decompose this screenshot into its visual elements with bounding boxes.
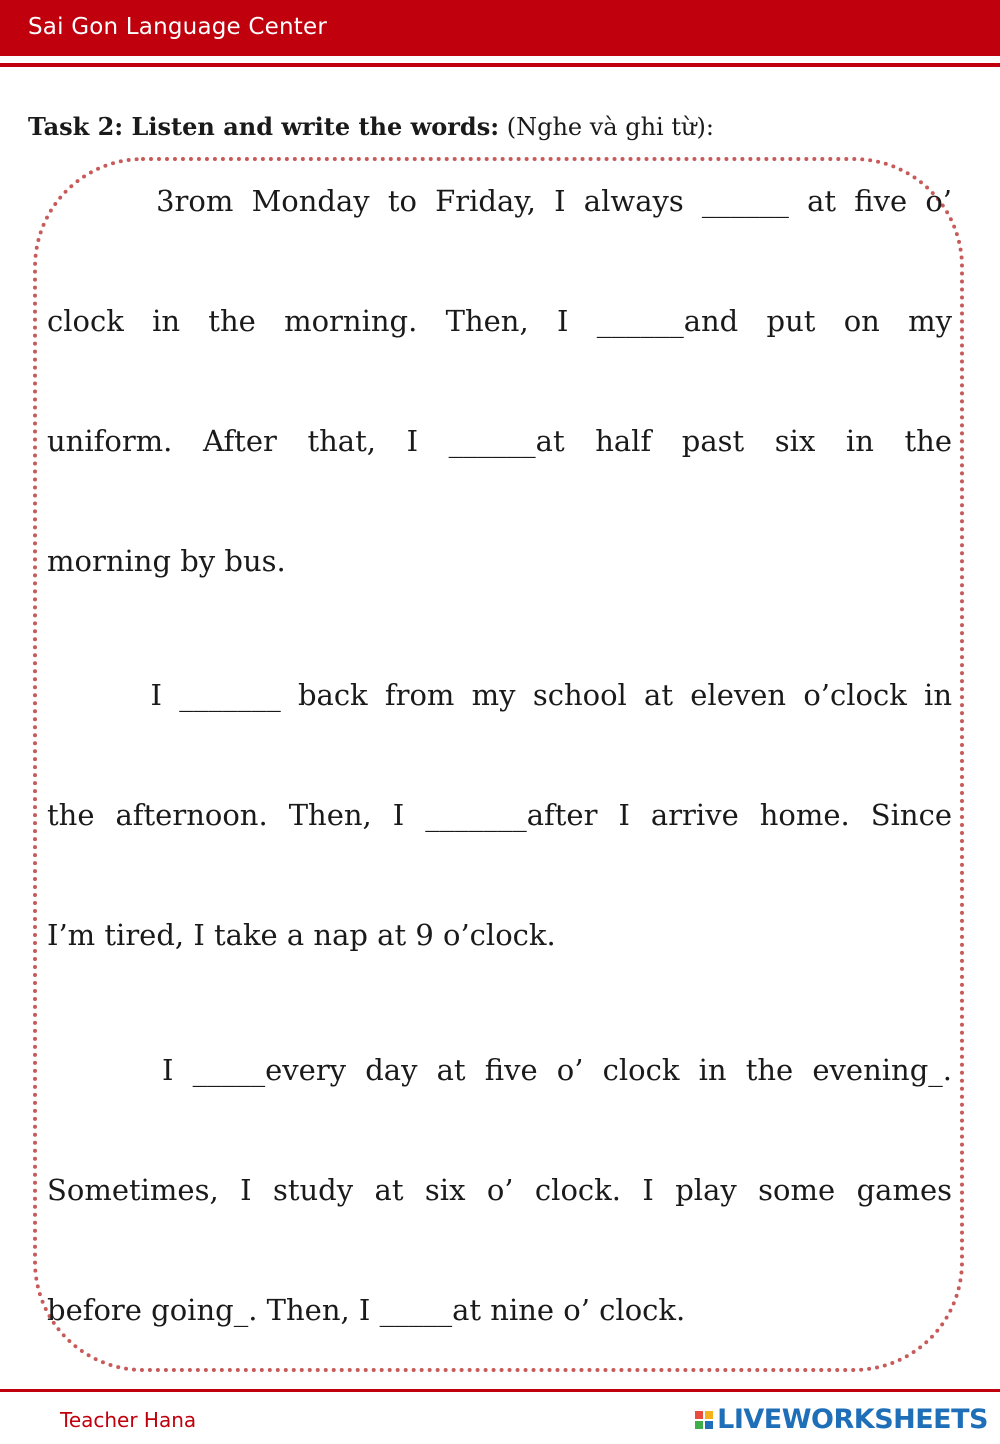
task-heading-bold: Task 2: Listen and write the words: bbox=[28, 112, 500, 141]
footer-divider bbox=[0, 1389, 1000, 1392]
header-divider bbox=[0, 63, 1000, 67]
passage-line: I’m tired, I take a nap at 9 o’clock. bbox=[47, 918, 556, 952]
header-title: Sai Gon Language Center bbox=[28, 14, 328, 40]
passage-line: clock in the morning. Then, I ______and put on my bbox=[47, 304, 952, 338]
passage-line: I _______ back from my school at eleven o’clock in bbox=[47, 678, 952, 712]
logo-text: LIVEWORKSHEETS bbox=[717, 1404, 988, 1435]
passage-line: Sometimes, I study at six o’ clock. I play some games bbox=[47, 1173, 952, 1207]
liveworksheets-logo bbox=[695, 1404, 988, 1435]
header-bar bbox=[0, 0, 1000, 56]
task-heading bbox=[28, 112, 714, 141]
task-heading-translation: (Nghe và ghi từ): bbox=[499, 113, 714, 141]
passage-line: morning by bus. bbox=[47, 544, 286, 578]
footer-teacher: Teacher Hana bbox=[60, 1408, 197, 1432]
logo-grid-icon bbox=[695, 1411, 713, 1429]
passage-line: uniform. After that, I ______at half past six in the bbox=[47, 424, 952, 458]
passage-line: I _____every day at five o’ clock in the evening_. bbox=[47, 1053, 952, 1087]
passage-line: before going_. Then, I _____at nine o’ clock. bbox=[47, 1293, 686, 1327]
passage-line: 3rom Monday to Friday, I always ______ at five o’ bbox=[47, 184, 952, 218]
passage-line: the afternoon. Then, I _______after I arrive home. Since bbox=[47, 798, 952, 832]
